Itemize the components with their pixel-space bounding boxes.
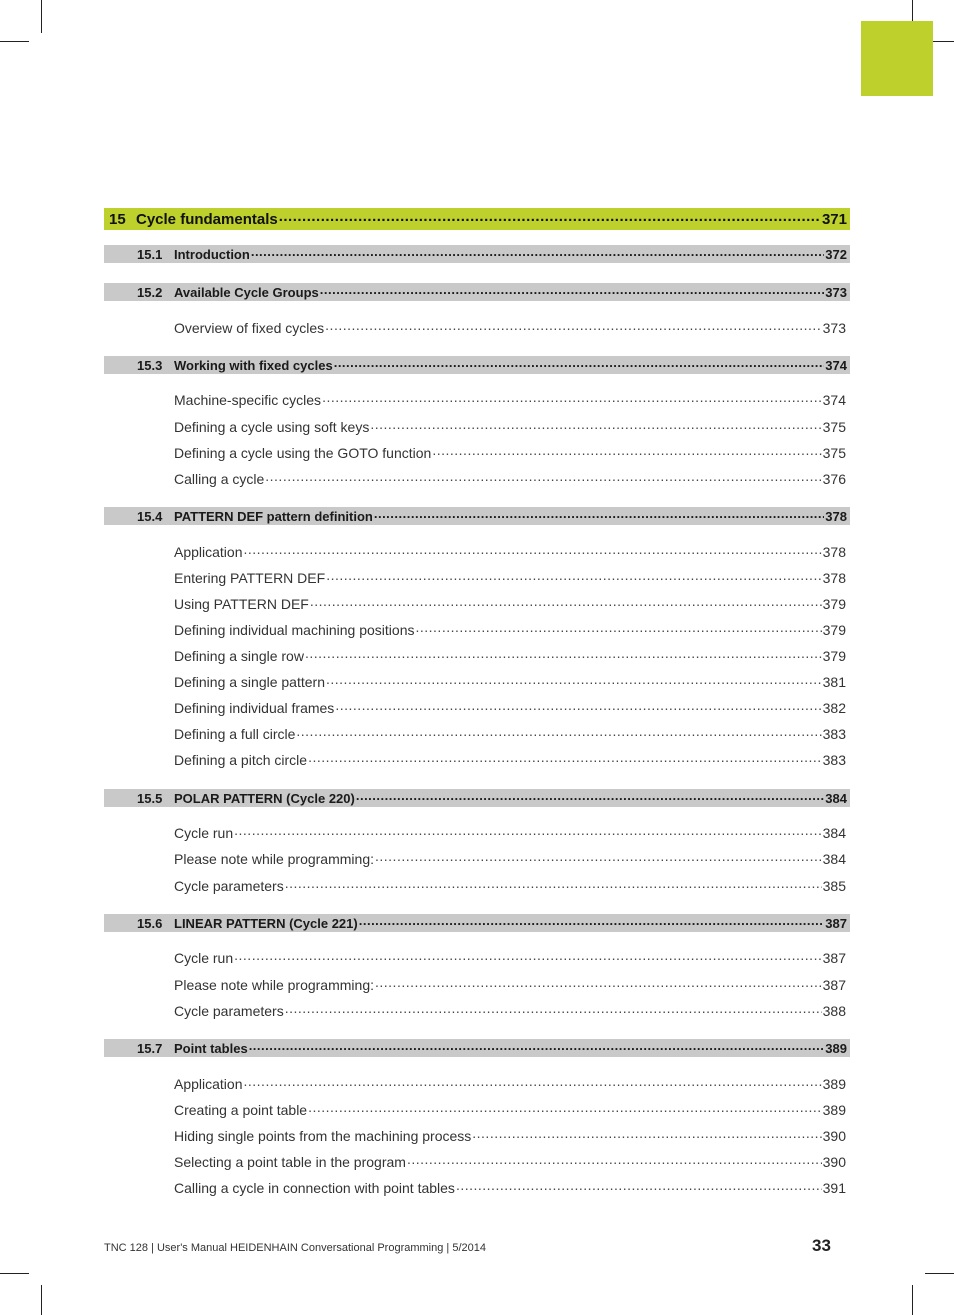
entry-page: 379 <box>822 648 846 664</box>
toc-section-15-6[interactable] <box>104 914 850 932</box>
toc-entry[interactable] <box>104 823 850 843</box>
dot-leader <box>432 446 821 460</box>
entry-title: Defining a full circle <box>174 726 296 742</box>
chapter-number: 15 <box>109 210 126 228</box>
dot-leader <box>308 1103 822 1117</box>
section-page: 384 <box>825 790 847 806</box>
section-page: 378 <box>825 508 847 524</box>
toc-entry[interactable] <box>104 672 850 692</box>
dot-leader <box>456 1181 822 1195</box>
toc-entry[interactable] <box>104 724 850 744</box>
entry-title: Cycle parameters <box>174 878 284 894</box>
entry-title: Defining individual frames <box>174 700 335 716</box>
toc-entry[interactable] <box>104 443 850 463</box>
toc-entry[interactable] <box>104 849 850 869</box>
dot-leader <box>334 359 825 372</box>
dot-leader <box>251 248 824 261</box>
section-title: Point tables <box>174 1040 248 1056</box>
toc-entry[interactable] <box>104 542 850 562</box>
toc-section-15-4[interactable] <box>104 507 850 525</box>
toc-entry[interactable] <box>104 390 850 410</box>
section-number: 15.6 <box>137 915 163 931</box>
toc-section-15-1[interactable] <box>104 245 850 263</box>
toc-entry[interactable] <box>104 1001 850 1021</box>
toc-section-15-7[interactable] <box>104 1039 850 1057</box>
entry-page: 378 <box>822 544 846 560</box>
page-number: 33 <box>812 1236 831 1255</box>
entry-title: Machine-specific cycles <box>174 392 322 408</box>
section-title: LINEAR PATTERN (Cycle 221) <box>174 915 358 931</box>
section-page: 372 <box>825 246 847 262</box>
section-number: 15.5 <box>137 790 163 806</box>
entry-page: 388 <box>822 1003 846 1019</box>
entry-page: 373 <box>822 320 846 336</box>
toc-entry[interactable] <box>104 1152 850 1172</box>
dot-leader <box>356 792 824 805</box>
dot-leader <box>265 472 821 486</box>
entry-page: 374 <box>822 392 846 408</box>
section-page: 373 <box>825 284 847 300</box>
entry-page: 391 <box>822 1180 846 1196</box>
dot-leader <box>310 597 822 611</box>
entry-title: Overview of fixed cycles <box>174 320 325 336</box>
entry-title: Using PATTERN DEF <box>174 596 309 612</box>
section-number: 15.4 <box>137 508 163 524</box>
entry-page: 379 <box>822 596 846 612</box>
entry-page: 384 <box>822 825 846 841</box>
toc-entry[interactable] <box>104 620 850 640</box>
dot-leader <box>279 212 821 227</box>
toc-entry[interactable] <box>104 1100 850 1120</box>
chapter-tab-marker <box>861 21 933 96</box>
toc-entry[interactable] <box>104 1178 850 1198</box>
dot-leader <box>375 852 822 866</box>
dot-leader <box>244 1077 822 1091</box>
entry-page: 389 <box>822 1076 846 1092</box>
entry-title: Calling a cycle in connection with point tables <box>174 1180 455 1196</box>
toc-entry[interactable] <box>104 876 850 896</box>
crop-mark <box>925 1273 954 1274</box>
dot-leader <box>234 826 822 840</box>
section-number: 15.3 <box>137 357 163 373</box>
dot-leader <box>359 917 825 930</box>
dot-leader <box>407 1155 822 1169</box>
dot-leader <box>285 1004 822 1018</box>
toc-entry[interactable] <box>104 1074 850 1094</box>
section-title: POLAR PATTERN (Cycle 220) <box>174 790 355 806</box>
dot-leader <box>375 978 822 992</box>
entry-title: Creating a point table <box>174 1102 308 1118</box>
entry-page: 390 <box>822 1154 846 1170</box>
entry-page: 375 <box>822 445 846 461</box>
dot-leader <box>234 951 822 965</box>
entry-title: Cycle parameters <box>174 1003 284 1019</box>
dot-leader <box>325 321 821 335</box>
dot-leader <box>308 753 822 767</box>
entry-page: 382 <box>822 700 846 716</box>
dot-leader <box>326 571 821 585</box>
toc-entry[interactable] <box>104 318 850 338</box>
toc-section-15-5[interactable] <box>104 789 850 807</box>
toc-section-15-3[interactable] <box>104 356 850 374</box>
entry-title: Selecting a point table in the program <box>174 1154 406 1170</box>
section-page: 389 <box>825 1040 847 1056</box>
dot-leader <box>322 393 822 407</box>
section-title: PATTERN DEF pattern definition <box>174 508 373 524</box>
section-number: 15.7 <box>137 1040 163 1056</box>
entry-title: Calling a cycle <box>174 471 265 487</box>
toc-entry[interactable] <box>104 469 850 489</box>
toc-entry[interactable] <box>104 750 850 770</box>
entry-page: 376 <box>822 471 846 487</box>
toc-entry[interactable] <box>104 975 850 995</box>
section-title: Working with fixed cycles <box>174 357 333 373</box>
entry-title: Please note while programming: <box>174 851 374 867</box>
entry-title: Hiding single points from the machining process <box>174 1128 472 1144</box>
page-footer-text: TNC 128 | User's Manual HEIDENHAIN Conversational Programming | 5/2014 <box>104 1242 486 1254</box>
chapter-page: 371 <box>821 210 847 228</box>
section-page: 374 <box>825 357 847 373</box>
crop-mark <box>0 1273 29 1274</box>
dot-leader <box>320 286 825 299</box>
crop-mark <box>933 41 954 42</box>
entry-title: Defining a single row <box>174 648 304 664</box>
entry-title: Cycle run <box>174 825 234 841</box>
entry-page: 387 <box>822 977 846 993</box>
entry-page: 375 <box>822 419 846 435</box>
entry-page: 379 <box>822 622 846 638</box>
dot-leader <box>244 545 822 559</box>
dot-leader <box>370 420 821 434</box>
toc-entry[interactable] <box>104 698 850 718</box>
dot-leader <box>296 727 821 741</box>
entry-page: 387 <box>822 950 846 966</box>
entry-page: 378 <box>822 570 846 586</box>
crop-mark <box>912 0 913 21</box>
dot-leader <box>472 1129 821 1143</box>
dot-leader <box>374 510 824 523</box>
section-number: 15.1 <box>137 246 163 262</box>
chapter-title: Cycle fundamentals <box>136 210 278 228</box>
dot-leader <box>335 701 821 715</box>
entry-title: Defining individual machining positions <box>174 622 415 638</box>
section-title: Introduction <box>174 246 250 262</box>
crop-mark <box>912 1285 913 1315</box>
dot-leader <box>285 879 822 893</box>
crop-mark <box>41 0 42 33</box>
crop-mark <box>41 1285 42 1315</box>
section-page: 387 <box>825 915 847 931</box>
toc-section-15-2[interactable] <box>104 283 850 301</box>
entry-page: 389 <box>822 1102 846 1118</box>
entry-title: Please note while programming: <box>174 977 374 993</box>
toc-entry[interactable] <box>104 594 850 614</box>
toc-entry[interactable] <box>104 417 850 437</box>
entry-title: Entering PATTERN DEF <box>174 570 326 586</box>
entry-page: 383 <box>822 752 846 768</box>
entry-page: 384 <box>822 851 846 867</box>
entry-title: Defining a cycle using the GOTO function <box>174 445 432 461</box>
entry-title: Defining a pitch circle <box>174 752 308 768</box>
entry-title: Cycle run <box>174 950 234 966</box>
toc-entry[interactable] <box>104 948 850 968</box>
entry-title: Application <box>174 544 243 560</box>
entry-title: Defining a cycle using soft keys <box>174 419 370 435</box>
entry-title: Application <box>174 1076 243 1092</box>
crop-mark <box>0 41 29 42</box>
entry-title: Defining a single pattern <box>174 674 325 690</box>
section-title: Available Cycle Groups <box>174 284 319 300</box>
dot-leader <box>305 649 822 663</box>
toc-entry[interactable] <box>104 568 850 588</box>
toc-chapter-15[interactable] <box>104 208 850 230</box>
dot-leader <box>326 675 822 689</box>
section-number: 15.2 <box>137 284 163 300</box>
entry-page: 390 <box>822 1128 846 1144</box>
entry-page: 381 <box>822 674 846 690</box>
toc-entry[interactable] <box>104 1126 850 1146</box>
dot-leader <box>249 1042 825 1055</box>
dot-leader <box>415 623 821 637</box>
entry-page: 385 <box>822 878 846 894</box>
toc-entry[interactable] <box>104 646 850 666</box>
entry-page: 383 <box>822 726 846 742</box>
